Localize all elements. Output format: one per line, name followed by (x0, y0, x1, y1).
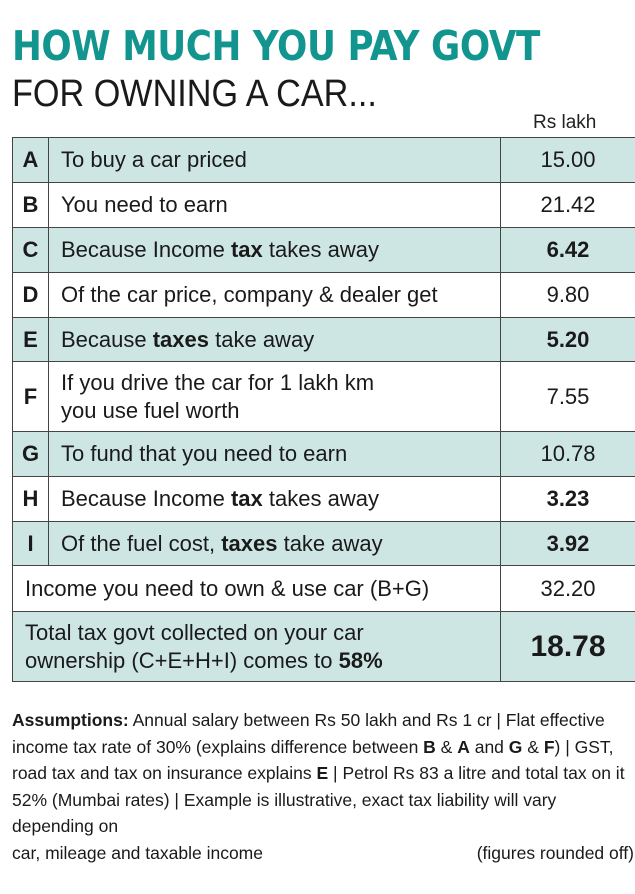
row-value: 5.20 (501, 318, 635, 362)
row-description (49, 273, 501, 318)
footnote-ref-e: E (316, 763, 329, 783)
footnote-text-1: Annual salary between Rs 50 lakh and Rs 1 cr | Flat effective income tax rate of 30% (explains difference between (12, 710, 605, 757)
footnote-rounding-note: (figures rounded off) (476, 842, 634, 863)
row-description-text: you use fuel worth (61, 397, 240, 423)
row-value: 21.42 (501, 183, 635, 228)
assumptions-lead: Assumptions: (12, 710, 129, 730)
total-tax-value: 18.78 (501, 612, 635, 682)
row-code: G (13, 432, 49, 477)
row-code: E (13, 318, 49, 362)
footnote-last-left: car, mileage and taxable income (12, 842, 263, 863)
row-code: I (13, 522, 49, 566)
headline: HOW MUCH YOU PAY GOVT (12, 22, 540, 70)
footnote-ref-a: A (457, 736, 470, 757)
footnote-text-2: & (435, 736, 458, 757)
row-description-text: Because Income (61, 486, 231, 511)
row-code: F (13, 362, 49, 432)
footnote-text-6: | Petrol Rs 83 a litre and total tax on it 52% (Mumbai rates) | Example is illustrative, exact tax liability will vary depending on (12, 763, 625, 836)
row-description-text: Because Income (61, 237, 231, 262)
table-row (13, 183, 635, 228)
footnote-text-5: ) | GST, road tax and tax on insurance explains (12, 736, 614, 783)
income-summary-label: Income you need to own & use car (B+G) (13, 566, 501, 612)
income-summary-value: 32.20 (501, 566, 635, 612)
row-description-text: Of the car price, company & dealer get (61, 282, 438, 307)
total-tax-line-1: Total tax govt collected on your car (25, 619, 364, 645)
income-summary-row (13, 566, 635, 612)
table-row (13, 432, 635, 477)
table-row (13, 362, 635, 432)
total-tax-line-2: ownership (C+E+H+I) comes to (25, 647, 339, 673)
row-description-emphasis: tax (230, 486, 263, 511)
row-value: 15.00 (501, 138, 635, 183)
row-code: D (13, 273, 49, 318)
row-description-text: Because (61, 326, 153, 352)
row-value: 9.80 (501, 273, 635, 318)
table-row (13, 318, 635, 362)
total-tax-row (13, 612, 635, 682)
footnote-text-3: and (469, 736, 509, 757)
row-description-emphasis: taxes (221, 530, 278, 556)
table-row (13, 138, 635, 183)
row-description-text: take away (209, 326, 315, 352)
footnote-ref-b: B (423, 736, 436, 757)
row-code: H (13, 477, 49, 522)
table-row (13, 228, 635, 273)
row-description-text: takes away (262, 486, 379, 511)
row-description (49, 318, 501, 362)
tax-breakdown-table (12, 137, 635, 682)
row-description-text: If you drive the car for 1 lakh km (61, 369, 375, 395)
row-description (49, 362, 501, 432)
row-description (49, 183, 501, 228)
row-value: 7.55 (501, 362, 635, 432)
row-description (49, 522, 501, 566)
row-value: 10.78 (501, 432, 635, 477)
row-value: 6.42 (501, 228, 635, 273)
row-description (49, 477, 501, 522)
row-value: 3.92 (501, 522, 635, 566)
footnote-ref-g: G (508, 736, 523, 757)
unit-label: Rs lakh (533, 112, 597, 133)
footnote-text-4: & (522, 736, 544, 757)
row-description-emphasis: taxes (152, 326, 210, 352)
row-code: C (13, 228, 49, 273)
assumptions-footnote (12, 707, 634, 866)
table-body (13, 138, 635, 682)
row-description-text: To fund that you need to earn (61, 441, 348, 466)
footnote-ref-f: F (543, 736, 555, 757)
row-description (49, 138, 501, 183)
row-description-text: You need to earn (61, 192, 228, 217)
row-code: B (13, 183, 49, 228)
subheadline: FOR OWNING A CAR... (12, 73, 377, 115)
table-row (13, 273, 635, 318)
row-description-emphasis: tax (230, 237, 263, 262)
row-description (49, 228, 501, 273)
row-description-text: Of the fuel cost, (61, 530, 222, 556)
total-tax-percent: 58% (338, 647, 383, 673)
total-tax-label (13, 612, 501, 682)
row-description-text: To buy a car priced (61, 147, 247, 172)
row-value: 3.23 (501, 477, 635, 522)
row-code: A (13, 138, 49, 183)
row-description-text: take away (277, 530, 383, 556)
row-description (49, 432, 501, 477)
table-row (13, 522, 635, 566)
footnote-last-line (12, 840, 634, 867)
row-description-text: takes away (262, 237, 379, 262)
table-row (13, 477, 635, 522)
